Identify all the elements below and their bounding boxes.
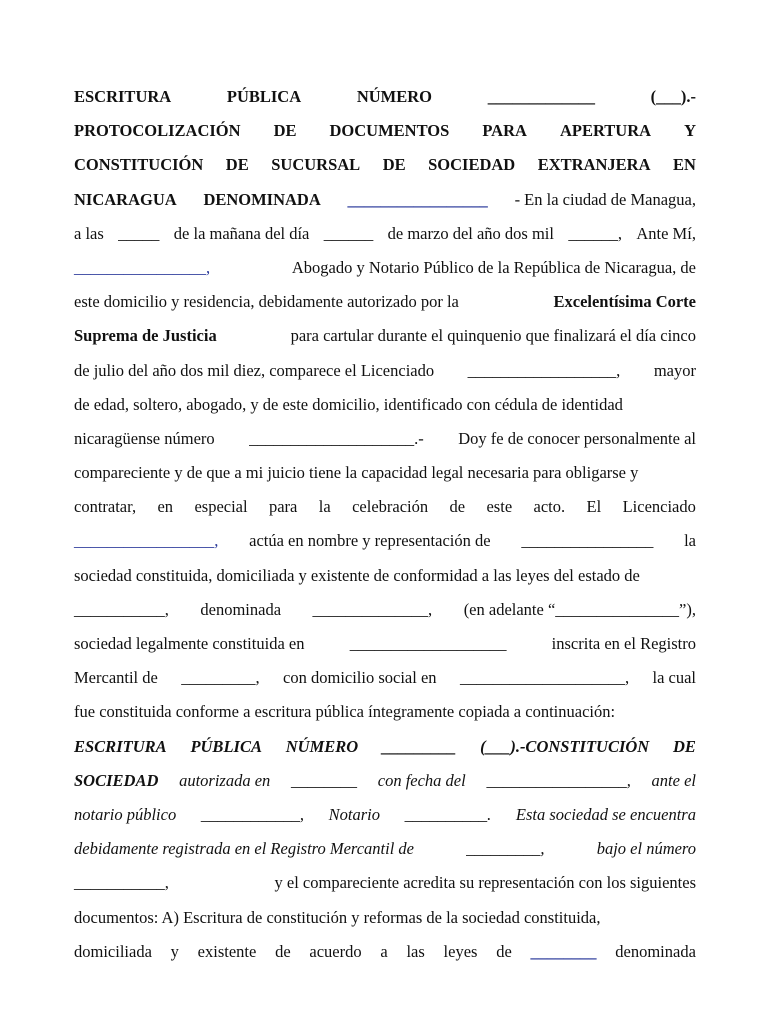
text-segment: Y bbox=[684, 121, 696, 141]
text-segment: especial bbox=[194, 497, 248, 517]
text-line bbox=[74, 901, 696, 935]
text-segment: denominada bbox=[200, 599, 282, 619]
text-segment: nicaragüense número bbox=[74, 428, 215, 448]
blank-field: ___________, bbox=[74, 873, 169, 893]
text-segment: de bbox=[496, 941, 512, 961]
text-segment: ante el bbox=[651, 770, 696, 790]
text-line bbox=[74, 593, 696, 627]
blank-field: (___).- bbox=[650, 87, 696, 106]
blank-field: _________, bbox=[466, 839, 545, 859]
text-segment: DE bbox=[273, 121, 297, 141]
blank-field: ___________________ bbox=[349, 634, 507, 653]
text-segment: de julio del año dos mil diez, comparece el Licenciado bbox=[74, 360, 435, 380]
text-segment: debidamente registrada en el Registro Mercantil de bbox=[74, 839, 415, 859]
text-line bbox=[74, 217, 696, 251]
text-segment: EXTRANJERA bbox=[537, 155, 651, 175]
text-line bbox=[74, 183, 696, 217]
blank-field: __________________, bbox=[467, 360, 621, 380]
text-segment: APERTURA bbox=[559, 121, 652, 141]
text-line bbox=[74, 730, 696, 764]
text-line bbox=[74, 490, 696, 524]
blank-field: _____ bbox=[118, 223, 160, 243]
text-segment: acto. bbox=[533, 497, 566, 517]
text-line bbox=[74, 627, 696, 661]
text-segment: EN bbox=[673, 155, 696, 175]
blank-field: _________, bbox=[181, 668, 260, 688]
text-segment: este domicilio y residencia, debidamente autorizado por la bbox=[74, 292, 459, 312]
text-segment: Esta sociedad se encuentra bbox=[515, 804, 696, 824]
text-segment: Mercantil de bbox=[74, 668, 158, 688]
blank-field: ____________, bbox=[200, 804, 304, 824]
text-segment: fue constituida conforme a escritura pública íntegramente copiada a continuación: bbox=[74, 702, 616, 722]
blank-field: _________________, bbox=[486, 770, 631, 790]
text-segment: la bbox=[684, 531, 696, 551]
blank-field: _________________, bbox=[74, 531, 219, 551]
text-segment: DOCUMENTOS bbox=[329, 121, 450, 141]
text-segment: domiciliada bbox=[74, 941, 152, 961]
text-line bbox=[74, 866, 696, 900]
text-segment: NÚMERO bbox=[285, 736, 359, 756]
text-segment: DE bbox=[382, 155, 406, 175]
text-segment: NÚMERO bbox=[356, 87, 432, 106]
blank-field: ________ bbox=[291, 770, 358, 790]
text-segment: la bbox=[318, 497, 331, 517]
text-segment: de bbox=[449, 497, 466, 517]
text-segment: mayor bbox=[653, 360, 696, 380]
blank-field: __________. bbox=[404, 804, 492, 824]
text-segment: notario público bbox=[74, 804, 177, 824]
text-segment: para bbox=[268, 497, 298, 517]
blank-field: _____________ bbox=[487, 87, 595, 106]
text-segment: SOCIEDAD bbox=[428, 155, 516, 175]
blank-field: ________ bbox=[530, 941, 597, 961]
text-line bbox=[74, 764, 696, 798]
text-segment: inscrita en el Registro bbox=[551, 634, 696, 653]
text-line bbox=[74, 832, 696, 866]
text-segment: Licenciado bbox=[622, 497, 696, 517]
text-line bbox=[74, 388, 696, 422]
text-line bbox=[74, 80, 696, 114]
blank-field: ______, bbox=[568, 223, 622, 243]
blank-field: ____________________.- bbox=[249, 428, 424, 448]
text-segment: autorizada en bbox=[179, 770, 271, 790]
text-segment: Notario bbox=[328, 804, 380, 824]
text-line bbox=[74, 935, 696, 969]
text-line bbox=[74, 798, 696, 832]
text-line bbox=[74, 251, 696, 285]
text-line bbox=[74, 422, 696, 456]
blank-field: _________________ bbox=[347, 189, 488, 209]
text-line bbox=[74, 661, 696, 695]
text-segment: de bbox=[275, 941, 291, 961]
text-segment: SOCIEDAD bbox=[74, 770, 159, 790]
blank-field: ______ bbox=[323, 223, 374, 243]
text-segment: con fecha del bbox=[377, 770, 466, 790]
text-segment: de la mañana del día bbox=[173, 223, 310, 243]
text-segment: Suprema de Justicia bbox=[74, 326, 217, 346]
text-segment: acuerdo bbox=[309, 941, 362, 961]
text-segment: PARA bbox=[482, 121, 527, 141]
text-segment: denominada bbox=[615, 941, 696, 961]
text-segment: celebración bbox=[352, 497, 429, 517]
text-segment: sociedad constituida, domiciliada y existente de conformidad a las leyes del estado de bbox=[74, 565, 640, 585]
blank-field: ________________ bbox=[521, 531, 654, 551]
text-segment: leyes bbox=[443, 941, 478, 961]
blank-field: ________________, bbox=[74, 257, 211, 277]
text-segment: documentos: A) Escritura de constitución y reformas de la sociedad constituida, bbox=[74, 907, 601, 927]
text-segment: DENOMINADA bbox=[203, 189, 321, 209]
text-segment: a bbox=[380, 941, 388, 961]
text-segment: NICARAGUA bbox=[74, 189, 177, 209]
text-segment: PÚBLICA bbox=[226, 87, 302, 106]
text-segment: SUCURSAL bbox=[271, 155, 361, 175]
text-segment: compareciente y de que a mi juicio tiene la capacidad legal necesaria para obligarse y bbox=[74, 463, 639, 483]
text-segment: y bbox=[170, 941, 179, 961]
blank-field: ___________, bbox=[74, 599, 169, 619]
blank-field: ____________________, bbox=[459, 668, 630, 688]
text-segment: y el compareciente acredita su representación con los siguientes bbox=[274, 873, 696, 893]
text-line bbox=[74, 319, 696, 353]
text-line bbox=[74, 285, 696, 319]
text-segment: El bbox=[586, 497, 602, 517]
text-line bbox=[74, 456, 696, 490]
text-segment: Doy fe de conocer personalmente al bbox=[458, 428, 696, 448]
text-segment: DE bbox=[225, 155, 249, 175]
text-segment: - En la ciudad de Managua, bbox=[514, 189, 696, 209]
blank-field: (en adelante “_______________”), bbox=[463, 599, 696, 619]
text-segment: PROTOCOLIZACIÓN bbox=[74, 121, 241, 141]
text-segment: para cartular durante el quinquenio que finalizará el día cinco bbox=[290, 326, 696, 346]
text-segment: a las bbox=[74, 223, 104, 243]
text-line bbox=[74, 559, 696, 593]
text-line bbox=[74, 524, 696, 558]
text-segment: contratar, bbox=[74, 497, 137, 517]
text-segment: la cual bbox=[652, 668, 696, 688]
text-segment: actúa en nombre y representación de bbox=[249, 531, 491, 551]
text-segment: Excelentísima Corte bbox=[553, 292, 696, 312]
text-segment: DE bbox=[673, 736, 696, 756]
text-segment: ESCRITURA bbox=[74, 736, 167, 756]
text-line bbox=[74, 114, 696, 148]
text-segment: Ante Mí, bbox=[636, 223, 696, 243]
text-segment: Abogado y Notario Público de la República de Nicaragua, de bbox=[291, 257, 696, 277]
text-segment: bajo el número bbox=[596, 839, 696, 859]
text-line bbox=[74, 148, 696, 182]
text-segment: de marzo del año dos mil bbox=[387, 223, 554, 243]
blank-field: (___).-CONSTITUCIÓN bbox=[480, 736, 650, 756]
text-segment: este bbox=[486, 497, 513, 517]
text-segment: CONSTITUCIÓN bbox=[74, 155, 204, 175]
blank-field: _________ bbox=[382, 736, 457, 756]
text-segment: sociedad legalmente constituida en bbox=[74, 634, 305, 653]
text-segment: PÚBLICA bbox=[190, 736, 262, 756]
text-segment: existente bbox=[197, 941, 257, 961]
text-line bbox=[74, 695, 696, 729]
blank-field: ______________, bbox=[312, 599, 433, 619]
text-line bbox=[74, 354, 696, 388]
text-segment: de edad, soltero, abogado, y de este domicilio, identificado con cédula de identidad bbox=[74, 394, 623, 414]
text-segment: en bbox=[157, 497, 174, 517]
text-segment: ESCRITURA bbox=[74, 87, 172, 106]
text-segment: las bbox=[406, 941, 425, 961]
text-segment: con domicilio social en bbox=[283, 668, 437, 688]
